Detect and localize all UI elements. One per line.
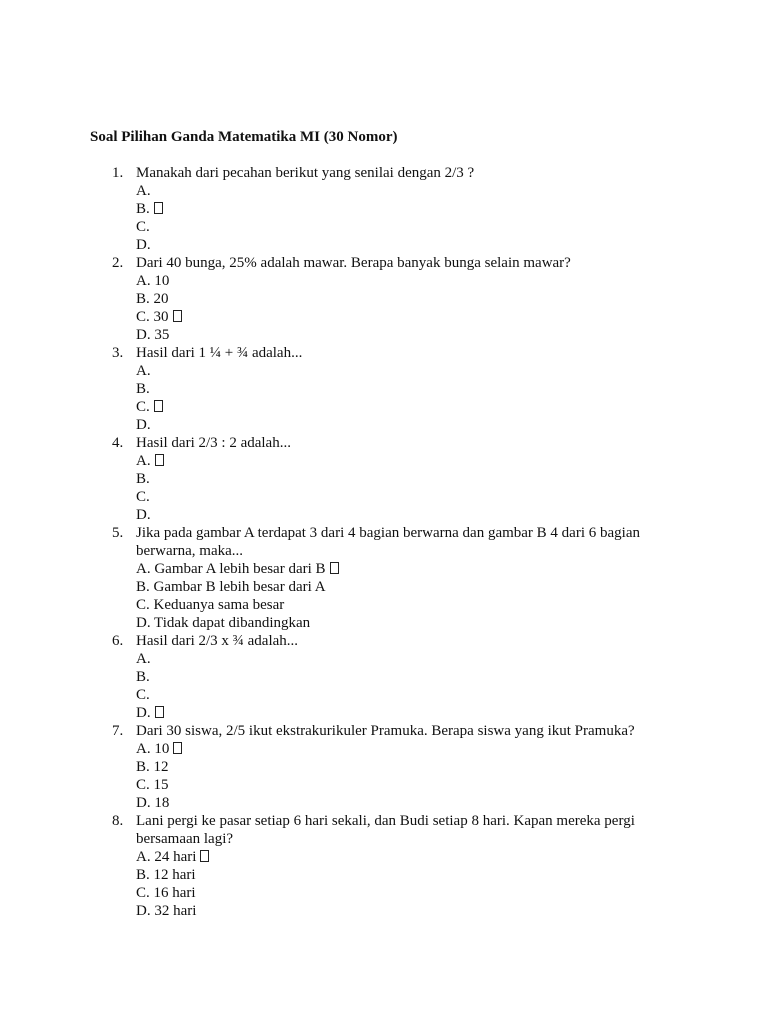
answer-option [136,668,768,686]
option-label: A. Gambar A lebih besar dari B [136,561,326,577]
answer-option [136,686,768,704]
option-label: B. [136,201,150,217]
answer-option [136,758,768,776]
answer-option [136,488,768,506]
question-number: 1. [112,165,124,181]
answer-option [136,560,768,578]
answer-mark-icon [155,454,164,466]
question-item [0,434,768,524]
question-number: 6. [112,633,124,649]
option-label: C. [136,687,150,703]
option-label: C. [136,489,150,505]
option-list [136,740,768,812]
question-item [0,812,768,920]
answer-mark-icon [155,706,164,718]
option-label: C. Keduanya sama besar [136,597,285,613]
question-number: 3. [112,345,124,361]
option-label: D. [136,417,151,433]
option-list [136,560,768,632]
answer-option [136,650,768,668]
question-item [0,632,768,722]
answer-option [136,200,768,218]
option-label: B. 12 hari [136,867,196,883]
option-label: A. [136,183,151,199]
option-list [136,848,768,920]
option-label: D. 35 [136,327,170,343]
answer-option [136,794,768,812]
document-title: Soal Pilihan Ganda Matematika MI (30 Nomor) [90,129,398,145]
option-label: B. 12 [136,759,169,775]
answer-option [136,290,768,308]
question-list [0,164,768,920]
answer-mark-icon [154,202,163,214]
option-label: C. 15 [136,777,169,793]
option-list [136,272,768,344]
question-text: Hasil dari 1 ¼ + ¾ adalah... [136,345,303,361]
option-label: D. 18 [136,795,170,811]
question-text: Manakah dari pecahan berikut yang senilai dengan 2/3 ? [136,165,475,181]
option-label: A. [136,651,151,667]
answer-option [136,866,768,884]
option-label: C. [136,399,150,415]
answer-option [136,236,768,254]
question-number: 8. [112,813,124,829]
option-label: B. 20 [136,291,169,307]
question-number: 2. [112,255,124,271]
question-item [0,164,768,254]
answer-mark-icon [154,400,163,412]
option-label: B. Gambar B lebih besar dari A [136,579,326,595]
answer-option [136,704,768,722]
answer-mark-icon [200,850,209,862]
answer-option [136,362,768,380]
answer-option [136,776,768,794]
option-label: A. [136,453,151,469]
answer-mark-icon [173,310,182,322]
answer-option [136,326,768,344]
option-label: A. 24 hari [136,849,197,865]
question-number: 5. [112,525,124,541]
option-label: B. [136,669,150,685]
answer-option [136,902,768,920]
answer-option [136,506,768,524]
answer-option [136,740,768,758]
option-label: B. [136,471,150,487]
answer-mark-icon [173,742,182,754]
option-list [136,452,768,524]
answer-option [136,578,768,596]
question-item [0,254,768,344]
option-list [136,650,768,722]
option-label: A. 10 [136,741,170,757]
answer-option [136,308,768,326]
answer-option [136,218,768,236]
question-item [0,524,768,632]
answer-option [136,884,768,902]
answer-option [136,614,768,632]
option-label: D. [136,705,151,721]
option-label: C. [136,219,150,235]
option-list [136,182,768,254]
option-label: D. [136,237,151,253]
question-text: Hasil dari 2/3 : 2 adalah... [136,435,291,451]
question-item [0,722,768,812]
question-text: Hasil dari 2/3 x ¾ adalah... [136,633,299,649]
question-text: Lani pergi ke pasar setiap 6 hari sekali, dan Budi setiap 8 hari. Kapan mereka pergi bersamaan lagi? [136,813,635,847]
answer-option [136,452,768,470]
answer-option [136,470,768,488]
answer-option [136,182,768,200]
option-label: C. 16 hari [136,885,196,901]
answer-option [136,848,768,866]
option-label: C. 30 [136,309,169,325]
question-text: Dari 30 siswa, 2/5 ikut ekstrakurikuler Pramuka. Berapa siswa yang ikut Pramuka? [136,723,635,739]
answer-option [136,398,768,416]
answer-option [136,416,768,434]
option-label: D. 32 hari [136,903,197,919]
answer-option [136,596,768,614]
option-label: A. [136,363,151,379]
question-item [0,344,768,434]
question-number: 7. [112,723,124,739]
option-list [136,362,768,434]
answer-option [136,380,768,398]
option-label: D. [136,507,151,523]
question-text: Dari 40 bunga, 25% adalah mawar. Berapa banyak bunga selain mawar? [136,255,571,271]
answer-mark-icon [330,562,339,574]
option-label: B. [136,381,150,397]
question-text: Jika pada gambar A terdapat 3 dari 4 bagian berwarna dan gambar B 4 dari 6 bagian berwarna, maka... [136,525,640,559]
answer-option [136,272,768,290]
option-label: D. Tidak dapat dibandingkan [136,615,311,631]
option-label: A. 10 [136,273,170,289]
question-number: 4. [112,435,124,451]
